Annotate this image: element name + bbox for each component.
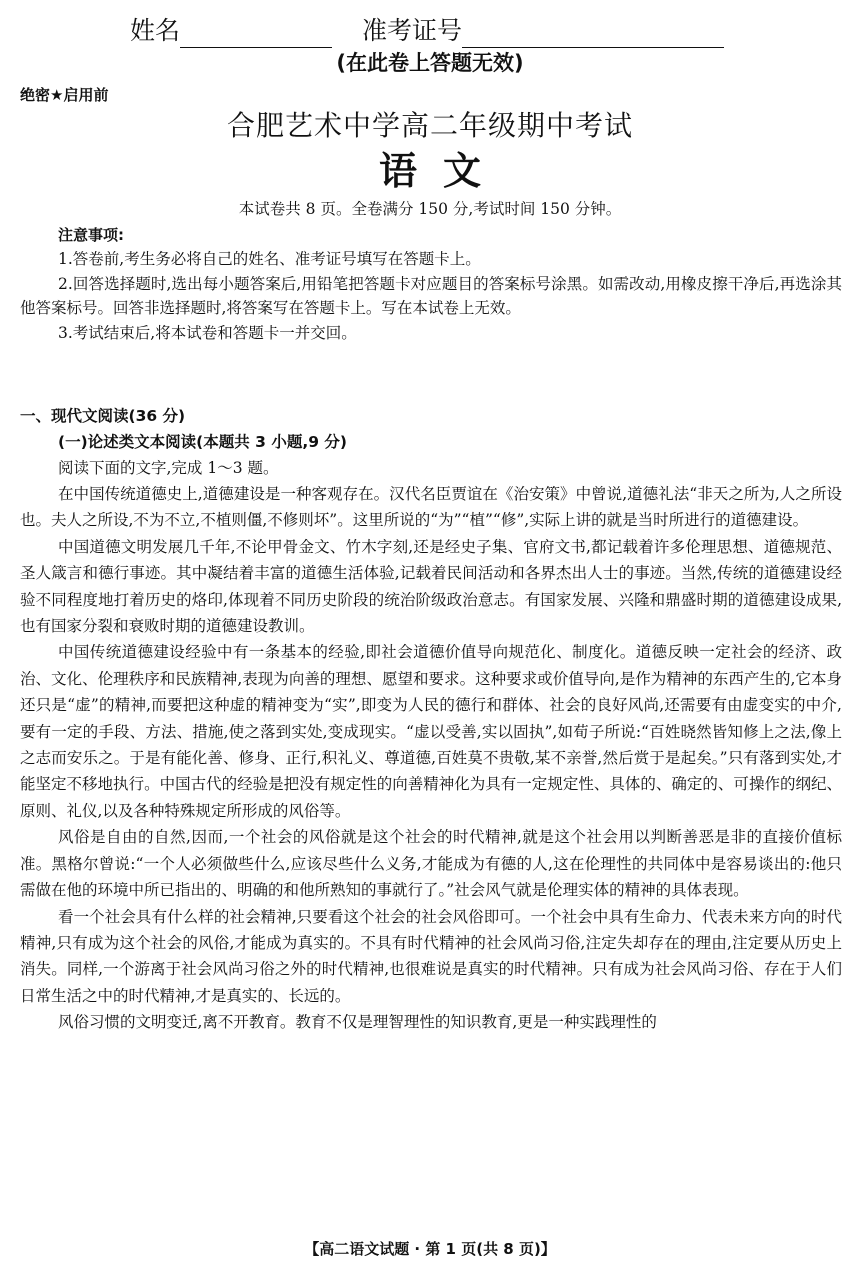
passage-paragraph: 中国传统道德建设经验中有一条基本的经验,即社会道德价值导向规范化、制度化。道德反映一定社会的经济、政治、文化、伦理秩序和民族精神,表现为向善的理想、愿望和要求。这种要求或价值导向,是作为精神的东西产生的,它本身还只是“虚”的精神,而要把这种虚的精神变为“实”,即变为人民的德行和群体、社会的良好风尚,还需要有由虚变实的中介,要有一定的手段、方法、措施,使之落到实处,变成现实。“虚以受善,实以固执”,如荀子所说:“百姓晓然皆知修上之法,像上之志而安乐之。于是有能化善、修身、正行,积礼义、尊道德,百姓莫不贵敬,某不亲誉,然后赏于是起矣。”只有落到实处,才能坚定不移地执行。中国古代的经验是把没有规定性的向善精神化为具有一定规定性、具体的、确定的、可操作的纲纪、原则、礼仪,以及各种特殊规定所形成的风俗等。 bbox=[20, 643, 842, 820]
subject-title: 语文 bbox=[378, 149, 507, 193]
passage-paragraph: 中国道德文明发展几千年,不论甲骨金文、竹木字刻,还是经史子集、官府文书,都记载着许多伦理思想、道德规范、圣人箴言和德行事迹。其中凝结着丰富的道德生活体验,记载着民间活动和各界杰出人士的事迹。当然,传统的道德建设经验不同程度地打着历史的烙印,体现着不同历史阶段的统治阶级政治意志。有国家发展、兴隆和鼎盛时期的道德建设成果,也有国家分裂和衰败时期的道德建设教训。 bbox=[20, 537, 842, 636]
reading-instruction: 阅读下面的文字,完成 1～3 题。 bbox=[58, 459, 279, 477]
passage-paragraph: 风俗习惯的文明变迁,离不开教育。教育不仅是理智理性的知识教育,更是一种实践理性的 bbox=[58, 1013, 657, 1032]
passage-paragraph: 风俗是自由的自然,因而,一个社会的风俗就是这个社会的时代精神,就是这个社会用以判断善恶是非的直接价值标准。黑格尔曾说:“一个人必须做些什么,应该尽些什么义务,才能成为有德的人,这在伦理性的共同体中是容易谈出的:他只需做在他的环境中所已指出的、明确的和他所熟知的事就行了。”社会风气就是伦理实体的精神的具体表现。 bbox=[20, 828, 842, 900]
notes-item: 2.回答选择题时,选出每小题答案后,用铅笔把答题卡对应题目的答案标号涂黑。如需改动,用橡皮擦干净后,再选涂其他答案标号。回答非选择题时,将答案写在答题卡上。写在本试卷上无效。 bbox=[20, 274, 842, 317]
notes-item: 1.答卷前,考生务必将自己的姓名、准考证号填写在答题卡上。 bbox=[58, 250, 481, 268]
notes-item: 3.考试结束后,将本试卷和答题卡一并交回。 bbox=[58, 323, 357, 342]
passage-paragraph: 在中国传统道德史上,道德建设是一种客观存在。汉代名臣贾谊在《治安策》中曾说,道德礼法“非天之所为,人之所设也。夫人之所设,不为不立,不植则僵,不修则坏”。这里所说的“为”“植”“修”,实际上讲的就是当时所进行的道德建设。 bbox=[20, 485, 842, 530]
subsection-title: (一)论述类文本阅读(本题共 3 小题,9 分) bbox=[58, 433, 347, 451]
passage-paragraph: 看一个社会具有什么样的社会精神,只要看这个社会的社会风俗即可。一个社会中具有生命力、代表未来方向的时代精神,只有成为这个社会的风俗,才能成为真实的。不具有时代精神的社会风尚习俗,注定失却存在的理由,注定要从历史上消失。同样,一个游离于社会风尚习俗之外的时代精神,也很难说是真实的时代精神。只有成为社会风尚习俗、存在于人们日常生活之中的时代精神,才是真实的、长远的。 bbox=[20, 907, 842, 1005]
notes-block bbox=[20, 223, 842, 345]
reading-passage bbox=[20, 481, 842, 1036]
exam-title: 合肥艺术中学高二年级期中考试 bbox=[226, 109, 633, 142]
name-label: 姓名 bbox=[130, 16, 181, 45]
name-blank bbox=[180, 19, 332, 48]
id-label: 准考证号 bbox=[362, 16, 463, 45]
exam-info: 本试卷共 8 页。全卷满分 150 分,考试时间 150 分钟。 bbox=[238, 200, 622, 218]
candidate-info-line bbox=[130, 14, 724, 48]
notes-title: 注意事项: bbox=[58, 226, 124, 244]
id-blank bbox=[462, 19, 724, 48]
invalid-note: (在此卷上答题无效) bbox=[336, 51, 524, 75]
page-footer: 【高二语文试题 · 第 1 页(共 8 页)】 bbox=[304, 1240, 556, 1258]
secret-label: 绝密★启用前 bbox=[20, 86, 109, 104]
section-title: 一、现代文阅读(36 分) bbox=[20, 407, 186, 425]
